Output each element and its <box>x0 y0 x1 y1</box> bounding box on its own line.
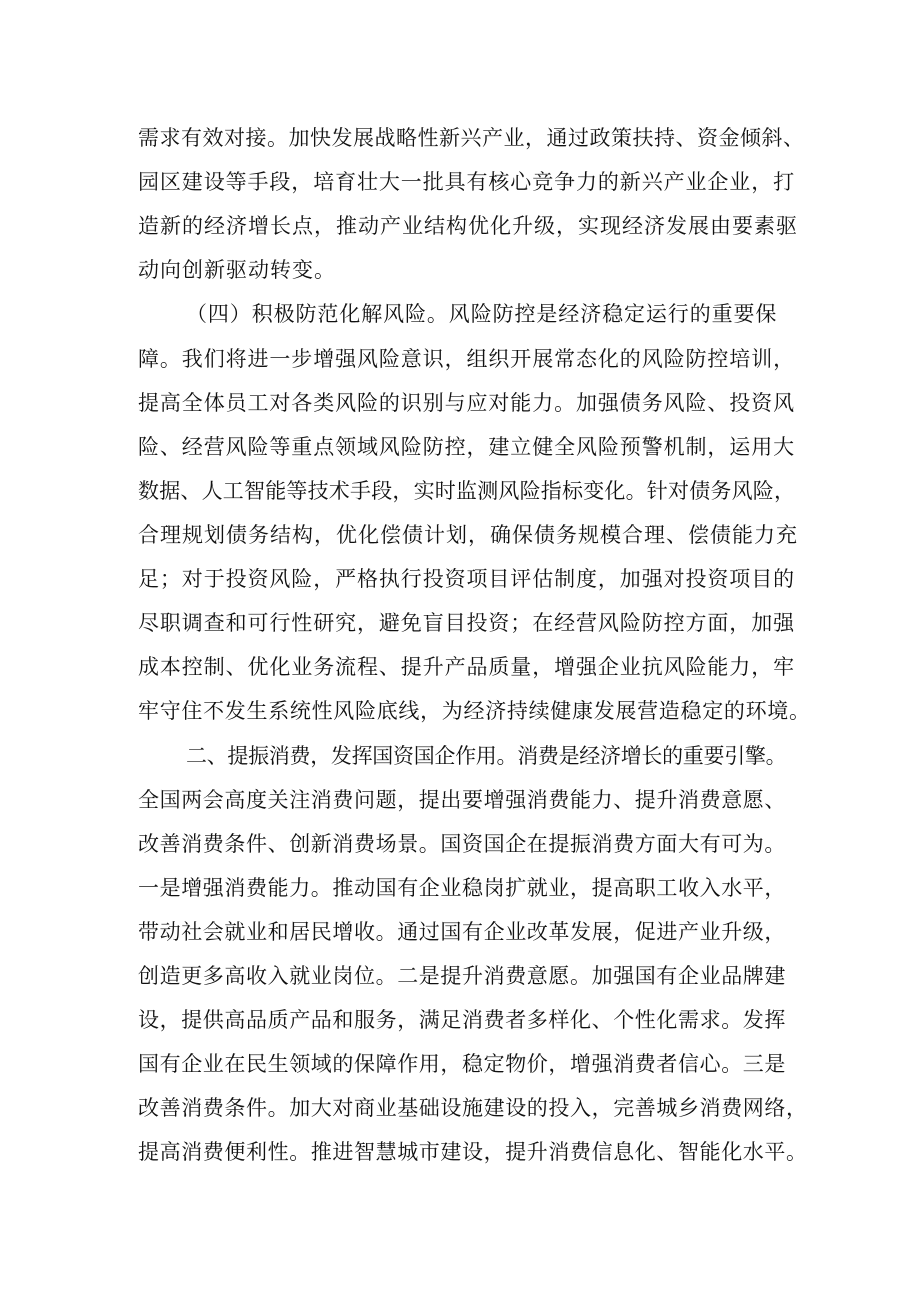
text-line: 动向创新驱动转变。 <box>138 258 336 282</box>
section-heading-line: （四）积极防范化解风险。风险防控是经济稳定运行的重要保 <box>186 302 778 326</box>
text-line: 造新的经济增长点，推动产业结构优化升级，实现经济发展由要素驱 <box>138 214 798 238</box>
text-line: 带动社会就业和居民增收。通过国有企业改革发展，促进产业升级， <box>138 920 786 944</box>
text-line: 足；对于投资风险，严格执行投资项目评估制度，加强对投资项目的 <box>138 567 795 591</box>
text-line: 障。我们将进一步增强风险意识，组织开展常态化的风险防控培训， <box>138 347 795 371</box>
text-line: 数据、人工智能等技术手段，实时监测风险指标变化。针对债务风险， <box>138 479 796 503</box>
text-line: 设，提供高品质产品和服务，满足消费者多样化、个性化需求。发挥 <box>138 1008 786 1032</box>
text-line: 需求有效对接。加快发展战略性新兴产业，通过政策扶持、资金倾斜、 <box>138 126 805 150</box>
section-heading-line: 二、提振消费，发挥国资国企作用。消费是经济增长的重要引擎。 <box>186 744 787 768</box>
text-line: 全国两会高度关注消费问题，提出要增强消费能力、提升消费意愿、 <box>138 788 786 812</box>
text-line: 提高全体员工对各类风险的识别与应对能力。加强债务风险、投资风 <box>138 391 795 415</box>
text-line: 改善消费条件。加大对商业基础设施建设的投入，完善城乡消费网络， <box>138 1096 808 1120</box>
text-line: 尽职调查和可行性研究，避免盲目投资；在经营风险防控方面，加强 <box>138 611 795 635</box>
text-line: 成本控制、优化业务流程、提升产品质量，增强企业抗风险能力，牢 <box>138 655 795 679</box>
text-line: 牢守住不发生系统性风险底线，为经济持续健康发展营造稳定的环境。 <box>138 699 811 723</box>
text-line: 改善消费条件、创新消费场景。国资国企在提振消费方面大有可为。 <box>138 832 786 856</box>
text-line: 合理规划债务结构，优化偿债计划，确保债务规模合理、偿债能力充 <box>138 523 798 547</box>
text-line: 园区建设等手段，培育壮大一批具有核心竞争力的新兴产业企业，打 <box>138 170 795 194</box>
text-line: 险、经营风险等重点领域风险防控，建立健全风险预警机制，运用大 <box>138 435 795 459</box>
text-line: 一是增强消费能力。推动国有企业稳岗扩就业，提高职工收入水平， <box>138 876 786 900</box>
text-line: 提高消费便利性。推进智慧城市建设，提升消费信息化、智能化水平。 <box>138 1140 808 1164</box>
text-line: 创造更多高收入就业岗位。二是提升消费意愿。加强国有企业品牌建 <box>138 964 786 988</box>
text-line: 国有企业在民生领域的保障作用，稳定物价，增强消费者信心。三是 <box>138 1052 786 1076</box>
